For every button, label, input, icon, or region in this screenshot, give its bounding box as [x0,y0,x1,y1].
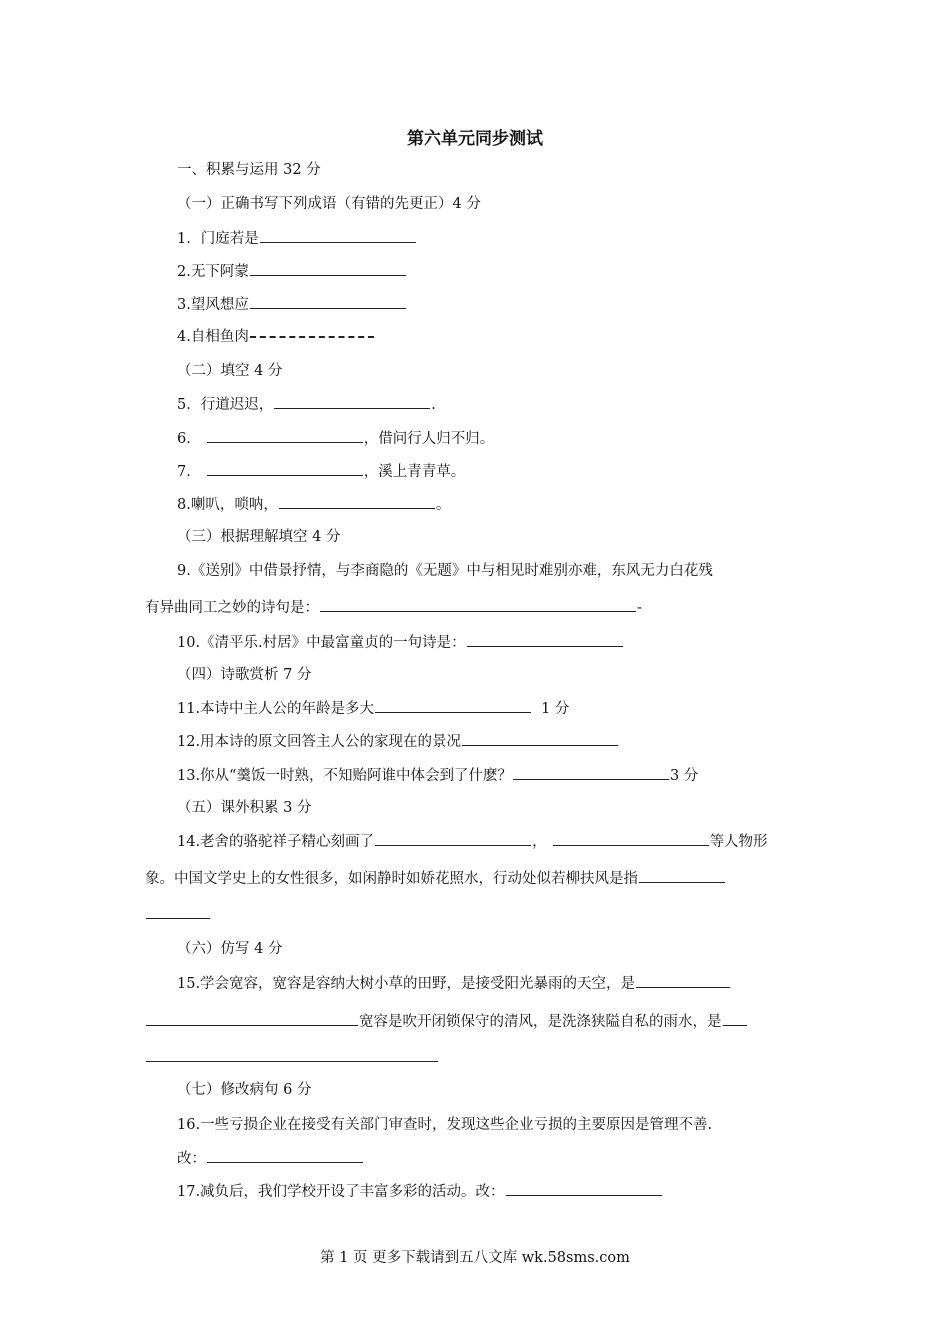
answer-blank [146,904,210,919]
question-text: 8.喇叭，唢呐， [177,497,278,513]
section-heading: 一、积累与运用 32 分 [177,162,321,178]
question-text: 10.《清平乐.村居》中最富童贞的一句诗是： [177,635,466,651]
answer-blank [513,765,669,780]
question-8 [177,494,450,515]
answer-blank [207,428,363,443]
answer-blank [375,698,531,713]
question-text: 15.学会宽容，宽容是容纳大树小草的田野，是接受阳光暴雨的天空，是 [177,976,636,992]
question-text: 5．行道迟迟， [177,397,274,413]
question-13 [177,765,698,786]
question-7 [177,461,465,482]
question-text: 等人物形 [709,834,768,850]
answer-blank [260,228,416,243]
question-11 [177,698,569,719]
question-2 [177,261,407,282]
question-15-continued [145,1011,748,1032]
question-text: 改： [177,1151,206,1167]
answer-blank [639,868,725,883]
subsection-heading: （六）仿写 4 分 [177,941,283,957]
answer-blank [375,831,531,846]
answer-blank [636,973,730,988]
question-text: ， [532,834,547,850]
question-14-blank-line [145,904,211,925]
answer-blank [207,1148,363,1163]
question-text: 1．门庭若是 [177,231,259,247]
answer-blank [274,394,430,409]
question-14-continued [145,868,726,889]
question-text: 4.自相鱼肉 [177,329,249,345]
question-text: ，溪上青青草。 [363,464,466,480]
answer-blank [553,831,709,846]
question-14 [177,831,768,852]
question-1 [177,228,417,249]
answer-blank [250,294,406,309]
question-16: 16.一些亏损企业在接受有关部门审查时，发现这些企业亏损的主要原因是管理不善. [177,1117,713,1133]
question-text: ，借问行人归不归。 [363,431,495,447]
question-score: 3 分 [669,768,699,784]
subsection-heading: （五）课外积累 3 分 [177,800,312,816]
subsection-heading: （一）正确书写下列成语（有错的先更正）4 分 [177,196,481,212]
answer-blank [320,597,636,612]
subsection-heading: （三）根据理解填空 4 分 [177,529,341,545]
answer-blank [146,1011,358,1026]
subsection-heading: （四）诗歌赏析 7 分 [177,667,312,683]
answer-blank [207,461,363,476]
answer-blank [279,494,435,509]
question-text: 2.无下阿蒙 [177,264,249,280]
question-16-answer [177,1148,364,1169]
question-10 [177,632,624,653]
answer-blank [250,261,406,276]
question-6 [177,428,494,449]
question-text: 象。中国文学史上的女性很多，如闲静时如娇花照水，行动处似若柳扶风是指 [145,871,638,887]
question-text: 14.老舍的骆驼祥子精心刻画了 [177,834,375,850]
answer-dashes [250,336,374,338]
answer-blank [506,1181,662,1196]
answer-blank [462,731,618,746]
question-text: 6． [177,431,201,447]
question-4 [177,327,374,347]
subsection-heading: （二）填空 4 分 [177,363,283,379]
question-text: 11.本诗中主人公的年龄是多大 [177,701,375,717]
answer-blank [146,1047,438,1062]
question-text: 宽容是吹开闭锁保守的清风，是洗涤狭隘自私的雨水，是 [359,1014,722,1030]
question-text: - [637,600,642,616]
question-text: 有异曲同工之妙的诗句是： [145,600,319,616]
question-score: 1 分 [541,701,570,717]
question-text: 3.望风想应 [177,297,249,313]
question-12 [177,731,619,752]
question-5 [177,394,436,415]
question-9-continued [145,597,642,618]
question-3 [177,294,407,315]
question-text: 。 [435,497,451,513]
answer-blank [723,1011,747,1026]
question-15-blank-line [145,1047,439,1068]
answer-blank [467,632,623,647]
page-footer: 第 1 页 更多下载请到五八文库 wk.58sms.com [320,1250,630,1266]
question-17 [177,1181,663,1202]
question-15 [177,973,731,994]
page-title: 第六单元同步测试 [407,129,543,149]
question-text: 12.用本诗的原文回答主人公的家现在的景况 [177,734,462,750]
subsection-heading: （七）修改病句 6 分 [177,1082,312,1098]
question-text: 13.你从“羹饭一时熟，不知贻阿谁中体会到了什麽？ [177,768,512,784]
question-text: . [431,397,436,413]
question-text: 7． [177,464,201,480]
question-text: 17.减负后，我们学校开设了丰富多彩的活动。改： [177,1184,505,1200]
question-9: 9.《送别》中借景抒情，与李商隐的《无题》中与相见时难别亦难，东风无力白花残 [177,563,713,579]
